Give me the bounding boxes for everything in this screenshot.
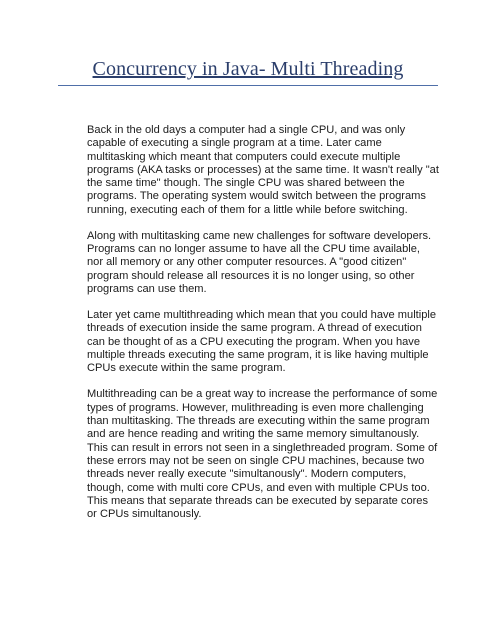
paragraph-3: Later yet came multithreading which mean that you could have multiple threads of execution inside the same program. A thread of execution can be thought of as a CPU executing the program. When you have multiple threads executing the same program, it is like having multiple CPUs execute within the same program. (87, 309, 437, 375)
title-container (58, 58, 438, 81)
document-title: Concurrency in Java- Multi Threading (92, 58, 404, 80)
title-divider (58, 85, 438, 86)
paragraph-2: Along with multitasking came new challenges for software developers. Programs can no longer assume to have all the CPU time available, nor all memory or any other computer resources. A "good citizen" program should release all resources it is no longer using, so other programs can use them. (87, 229, 432, 296)
paragraph-4: Multithreading can be a great way to increase the performance of some types of programs. However, mulithreading is even more challenging than multitasking. The threads are executing within the same program and are hence reading and writing the same memory simultanously. This can result in errors not seen in a singlethreaded program. Some of these errors may not be seen on single CPU machines, because two threads never really execute "simultanously". Modern computers, though, come with multi core CPUs, and even with multiple CPUs too. This means that separate threads can be executed by separate cores or CPUs simultanously. (87, 388, 438, 521)
document-body (87, 124, 439, 534)
paragraph-1: Back in the old days a computer had a single CPU, and was only capable of executing a single program at a time. Later came multitasking which meant that computers could execute multiple programs (AKA tasks or processes) at the same time. It wasn't really "at the same time" though. The single CPU was shared between the programs. The operating system would switch between the programs running, executing each of them for a little while before switching. (87, 124, 439, 216)
